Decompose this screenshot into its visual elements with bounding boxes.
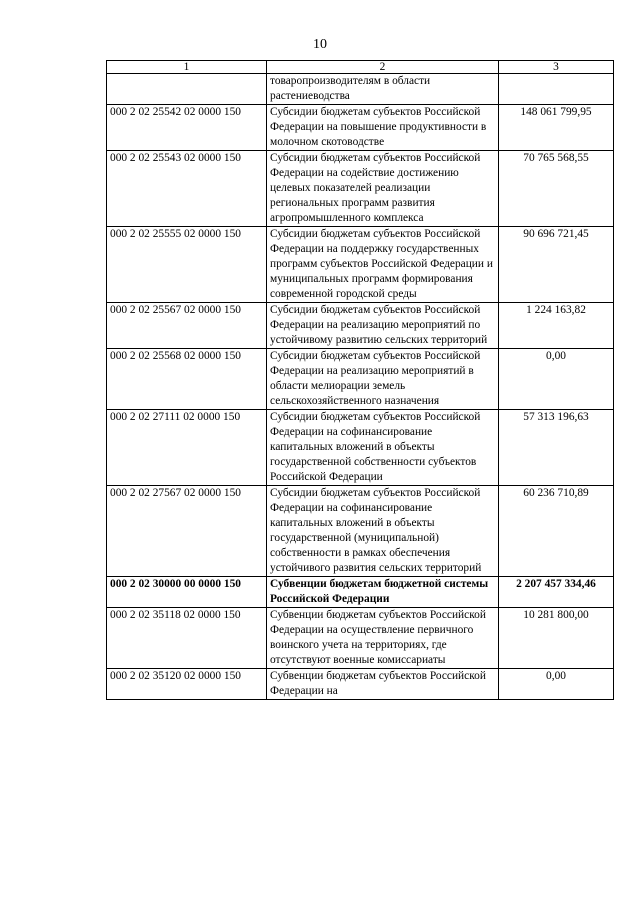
header-row (107, 61, 614, 74)
budget-table (106, 60, 614, 700)
row-amount: 148 061 799,95 (499, 105, 614, 151)
row-description: Субсидии бюджетам субъектов Российской Федерации на реализацию мероприятий по устойчивому развитию сельских территорий (267, 303, 499, 349)
row-code: 000 2 02 25543 02 0000 150 (107, 151, 267, 227)
row-amount: 90 696 721,45 (499, 227, 614, 303)
row-amount: 57 313 196,63 (499, 410, 614, 486)
table-row (107, 151, 614, 227)
row-code: 000 2 02 25555 02 0000 150 (107, 227, 267, 303)
table-row (107, 105, 614, 151)
row-amount: 10 281 800,00 (499, 608, 614, 669)
column-header: 3 (499, 61, 614, 74)
row-description: Субвенции бюджетам субъектов Российской Федерации на (267, 669, 499, 700)
column-header: 1 (107, 61, 267, 74)
table-row (107, 227, 614, 303)
row-amount: 0,00 (499, 669, 614, 700)
column-header: 2 (267, 61, 499, 74)
row-code: 000 2 02 25542 02 0000 150 (107, 105, 267, 151)
row-code: 000 2 02 35120 02 0000 150 (107, 669, 267, 700)
row-amount: 2 207 457 334,46 (499, 577, 614, 608)
row-code: 000 2 02 30000 00 0000 150 (107, 577, 267, 608)
row-amount: 70 765 568,55 (499, 151, 614, 227)
row-description: товаропроизводителям в области растениеводства (267, 74, 499, 105)
table-row (107, 303, 614, 349)
table-row (107, 349, 614, 410)
page-number: 10 (313, 37, 327, 52)
row-description: Субсидии бюджетам субъектов Российской Федерации на поддержку государственных программ субъектов Российской Федерации и муниципальных программ формирования современной городской среды (267, 227, 499, 303)
row-amount: 0,00 (499, 349, 614, 410)
row-code: 000 2 02 27567 02 0000 150 (107, 486, 267, 577)
row-code: 000 2 02 25567 02 0000 150 (107, 303, 267, 349)
table-row (107, 410, 614, 486)
row-code: 000 2 02 35118 02 0000 150 (107, 608, 267, 669)
row-description: Субвенции бюджетам бюджетной системы Российской Федерации (267, 577, 499, 608)
row-description: Субсидии бюджетам субъектов Российской Федерации на софинансирование капитальных вложений в объекты государственной собственности субъектов Российской Федерации (267, 410, 499, 486)
row-description: Субсидии бюджетам субъектов Российской Федерации на повышение продуктивности в молочном скотоводстве (267, 105, 499, 151)
table-row (107, 577, 614, 608)
row-description: Субсидии бюджетам субъектов Российской Федерации на софинансирование капитальных вложений в объекты государственной (муниципальной) собственности в рамках обеспечения устойчивого развития сельских территорий (267, 486, 499, 577)
row-amount (499, 74, 614, 105)
row-code: 000 2 02 27111 02 0000 150 (107, 410, 267, 486)
row-code (107, 74, 267, 105)
table-row (107, 74, 614, 105)
row-description: Субвенции бюджетам субъектов Российской Федерации на осуществление первичного воинского учета на территориях, где отсутствуют военные комиссариаты (267, 608, 499, 669)
row-amount: 60 236 710,89 (499, 486, 614, 577)
row-description: Субсидии бюджетам субъектов Российской Федерации на содействие достижению целевых показателей реализации региональных программ развития агропромышленного комплекса (267, 151, 499, 227)
row-description: Субсидии бюджетам субъектов Российской Федерации на реализацию мероприятий в области мелиорации земель сельскохозяйственного назначения (267, 349, 499, 410)
table-row (107, 669, 614, 700)
row-code: 000 2 02 25568 02 0000 150 (107, 349, 267, 410)
table-row (107, 608, 614, 669)
row-amount: 1 224 163,82 (499, 303, 614, 349)
table-row (107, 486, 614, 577)
